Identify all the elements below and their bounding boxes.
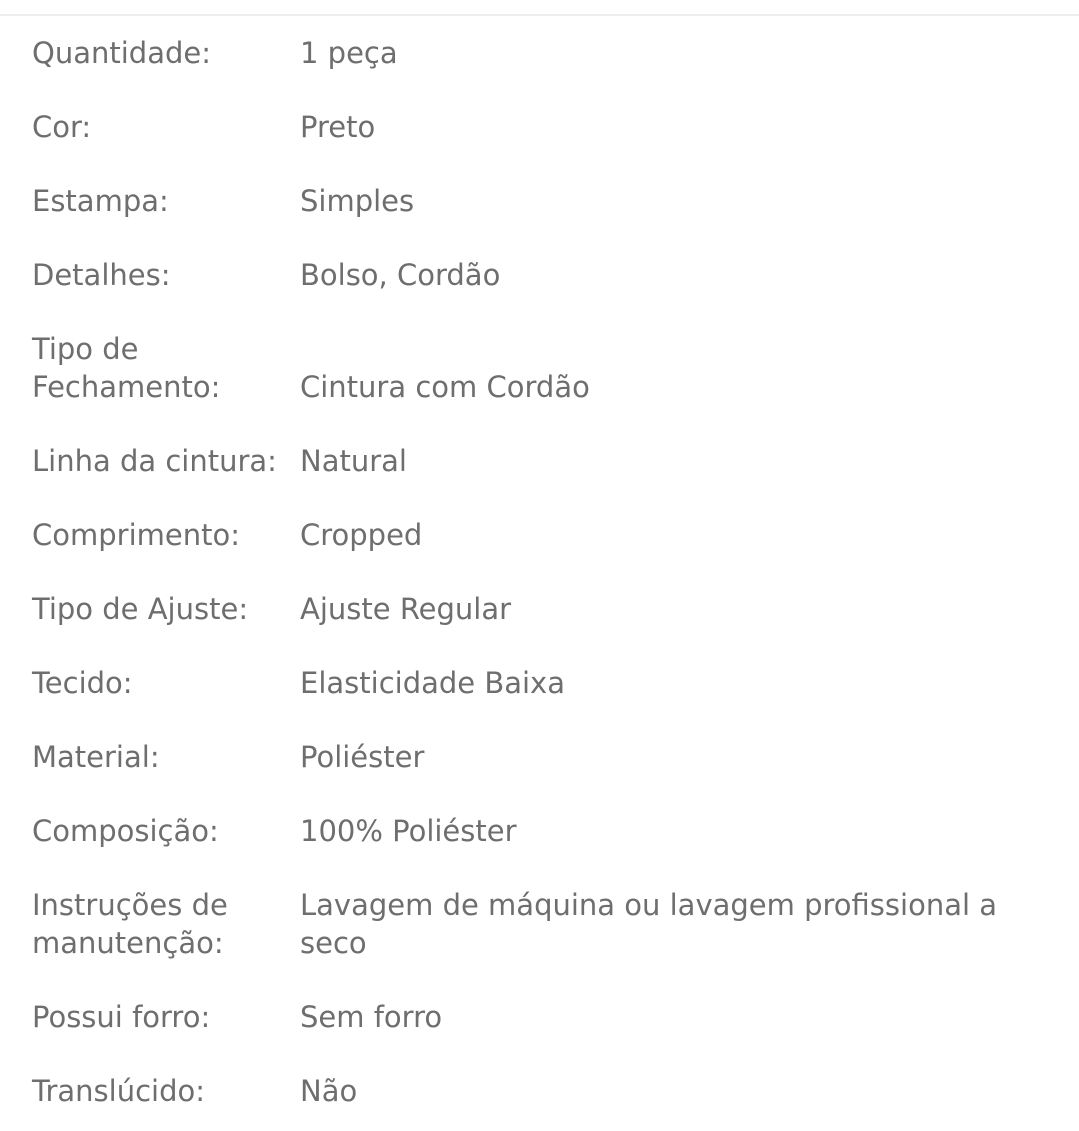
spec-value: Cropped — [300, 518, 423, 552]
spec-label: Instruções de manutenção: — [32, 888, 228, 960]
spec-value: Simples — [300, 184, 415, 218]
spec-row-tipo-de-ajuste — [32, 590, 1032, 664]
spec-label: Composição: — [32, 814, 219, 848]
spec-row-possui-forro — [32, 998, 1032, 1072]
spec-value: Não — [300, 1074, 358, 1108]
spec-row-detalhes — [32, 256, 1032, 330]
spec-row-linha-da-cintura — [32, 442, 1032, 516]
spec-value: Natural — [300, 444, 407, 478]
spec-label: Detalhes: — [32, 258, 171, 292]
spec-value: Lavagem de máquina ou lavagem profissional a seco — [300, 888, 998, 960]
spec-row-composicao — [32, 812, 1032, 886]
spec-value: Poliéster — [300, 740, 425, 774]
spec-label: Estampa: — [32, 184, 169, 218]
spec-row-quantidade — [32, 34, 1032, 108]
spec-label: Possui forro: — [32, 1000, 211, 1034]
spec-label: Translúcido: — [32, 1074, 205, 1108]
spec-label: Tipo de Fechamento: — [32, 332, 221, 404]
spec-row-estampa — [32, 182, 1032, 256]
spec-label: Tipo de Ajuste: — [32, 592, 249, 626]
spec-row-comprimento — [32, 516, 1032, 590]
spec-row-material — [32, 738, 1032, 812]
spec-value: Cintura com Cordão — [300, 370, 590, 404]
spec-label: Quantidade: — [32, 36, 211, 70]
top-divider — [0, 14, 1079, 16]
spec-value: Elasticidade Baixa — [300, 666, 565, 700]
spec-value: Preto — [300, 110, 376, 144]
spec-value: Bolso, Cordão — [300, 258, 501, 292]
spec-row-tecido — [32, 664, 1032, 738]
spec-value: Ajuste Regular — [300, 592, 512, 626]
spec-list — [32, 34, 1032, 1131]
spec-label: Comprimento: — [32, 518, 240, 552]
spec-row-translucido — [32, 1072, 1032, 1131]
spec-value: Sem forro — [300, 1000, 443, 1034]
spec-label: Linha da cintura: — [32, 444, 277, 478]
spec-row-instrucoes-de-manutencao — [32, 886, 1032, 998]
spec-value: 1 peça — [300, 36, 398, 70]
spec-row-cor — [32, 108, 1032, 182]
spec-label: Material: — [32, 740, 160, 774]
spec-label: Cor: — [32, 110, 92, 144]
spec-row-tipo-de-fechamento — [32, 330, 1032, 442]
spec-label: Tecido: — [32, 666, 133, 700]
spec-value: 100% Poliéster — [300, 814, 517, 848]
